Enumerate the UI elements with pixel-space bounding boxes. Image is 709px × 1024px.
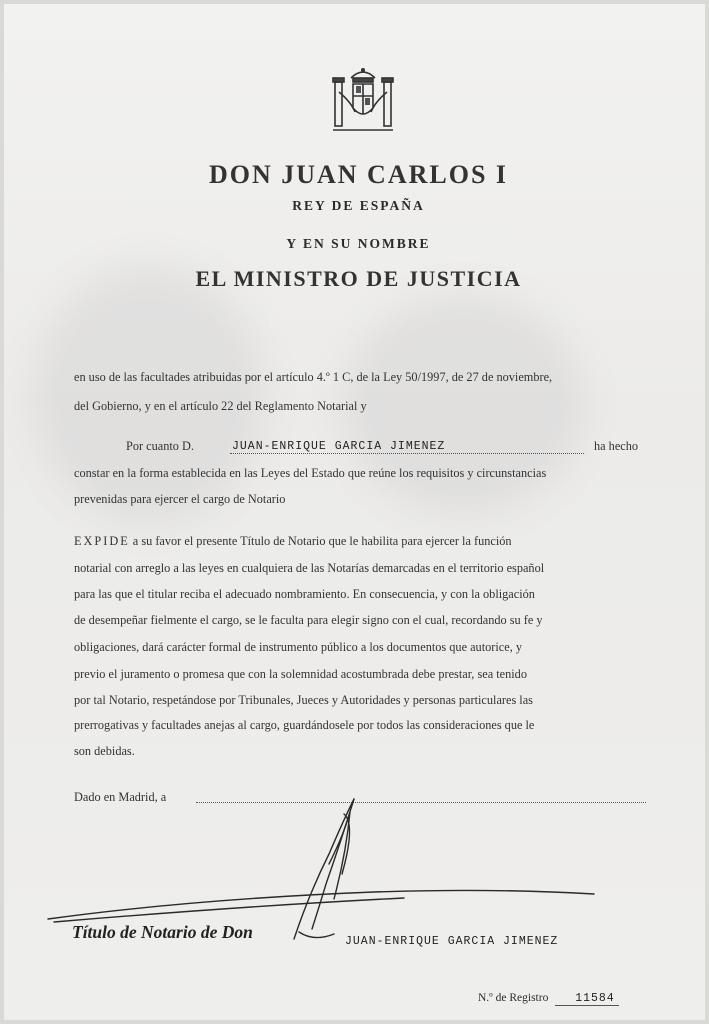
on-behalf-line: Y EN SU NOMBRE	[286, 236, 431, 251]
por-cuanto-line-2: constar en la forma establecida en las Leyes del Estado que reúne los requisitos y circunstancias	[74, 466, 547, 480]
expide-line-7: por tal Notario, respetándose por Tribunales, Jueces y Autoridades y personas particulares las	[74, 693, 533, 707]
por-cuanto-line-3: prevenidas para ejercer el cargo de Notario	[74, 492, 286, 506]
expide-keyword: EXPIDE	[74, 534, 130, 548]
expide-line-4: de desempeñar fielmente el cargo, se le faculta para elegir signo con el cual, recordando su fe y	[74, 613, 543, 627]
title-holder-name: JUAN-ENRIQUE GARCIA JIMENEZ	[345, 935, 559, 948]
expide-line-2: notarial con arreglo a las leyes en cualquiera de las Notarías demarcadas en el territorio español	[74, 561, 545, 575]
king-title: DON JUAN CARLOS I	[208, 160, 509, 189]
por-cuanto-prefix: Por cuanto D.	[126, 439, 194, 453]
registry-number-line	[478, 992, 619, 1005]
registry-label: N.º de Registro	[478, 992, 549, 1004]
ministry-title: EL MINISTRO DE JUSTICIA	[195, 266, 522, 291]
name-dotted-line	[230, 453, 584, 454]
expide-line-8: prerrogativas y facultades anejas al cargo, guardándosele por todos las consideraciones que le	[74, 718, 535, 732]
intro-line-1: en uso de las facultades atribuidas por el artículo 4.º 1 C, de la Ley 50/1997, de 27 de noviembre,	[74, 370, 553, 384]
intro-line-2: del Gobierno, y en el artículo 22 del Reglamento Notarial y	[74, 399, 367, 413]
expide-line-1-text: a su favor el presente Título de Notario que le habilita para ejercer la función	[132, 534, 512, 548]
title-holder-label: Título de Notario de Don	[72, 922, 253, 942]
holder-name: JUAN-ENRIQUE GARCIA JIMENEZ	[232, 440, 446, 453]
certificate-sheet	[4, 4, 705, 1020]
registry-number: 11584	[555, 992, 619, 1006]
photo-shadow	[34, 264, 264, 524]
expide-line-5: obligaciones, dará carácter formal de instrumento público a los documentos que autorice, y	[74, 640, 522, 654]
expide-line-3: para las que el titular reciba el adecuado nombramiento. En consecuencia, y con la obligación	[74, 587, 535, 601]
king-subtitle: REY DE ESPAÑA	[292, 198, 425, 213]
expide-line-9: son debidas.	[74, 744, 135, 758]
expide-line-1	[74, 534, 512, 549]
coat-of-arms-icon	[329, 64, 397, 136]
photo-shadow	[344, 294, 584, 514]
dado-en-madrid: Dado en Madrid, a	[74, 790, 167, 804]
expide-line-6: previo el juramento o promesa que con la solemnidad acostumbrada debe prestar, sea tenido	[74, 667, 527, 681]
por-cuanto-suffix: ha hecho	[594, 439, 639, 453]
